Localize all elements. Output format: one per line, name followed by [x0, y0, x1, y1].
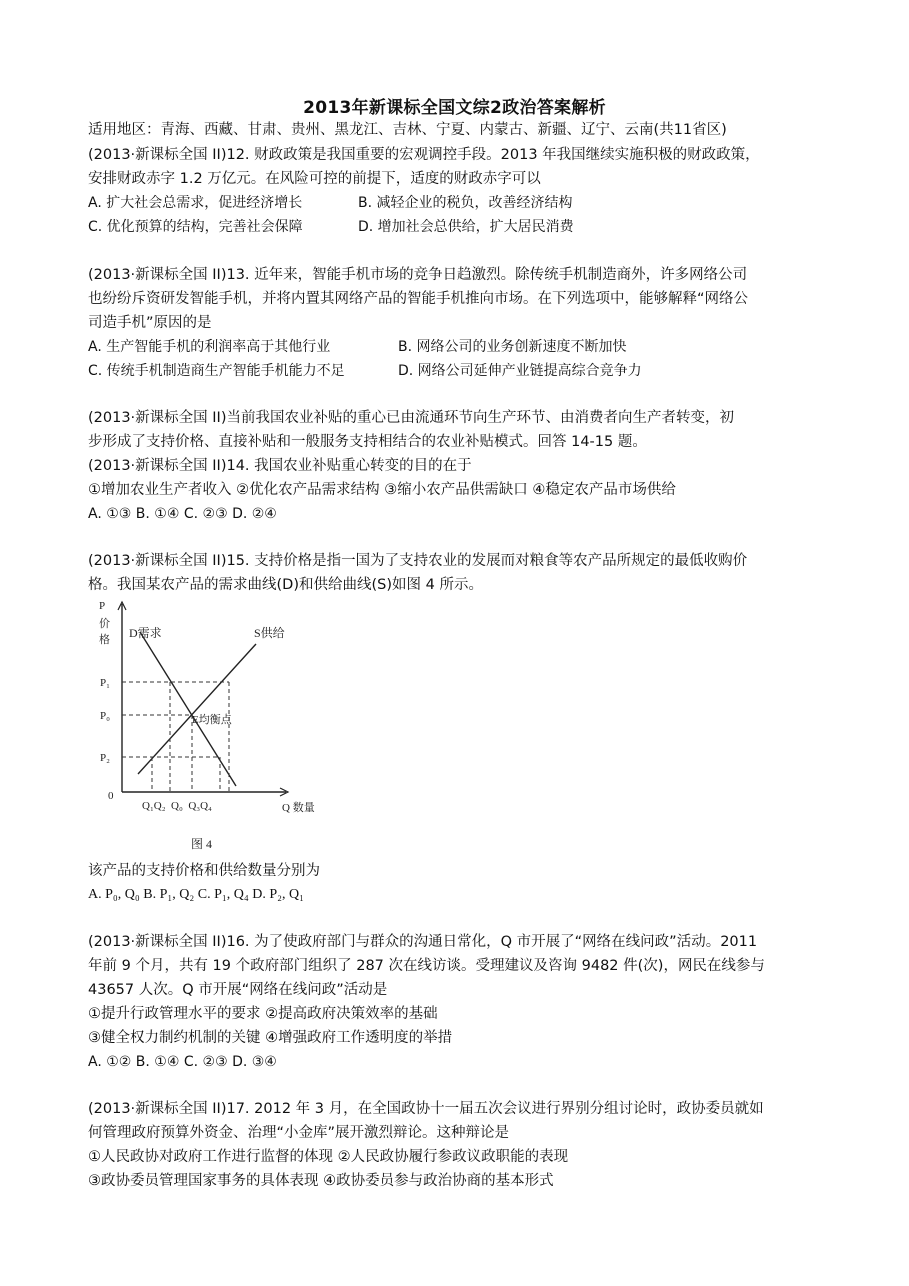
- q14-options: A. ①③ B. ①④ C. ②③ D. ②④: [88, 506, 277, 522]
- q17-stem-line1: (2013·新课标全国 II)17. 2012 年 3 月，在全国政协十一届五次会议进行界别分组讨论时，政协委员就如: [88, 1101, 764, 1117]
- q13-stem-line1: (2013·新课标全国 II)13. 近年来，智能手机市场的竞争日趋激烈。除传统手机制造商外，许多网络公司: [88, 267, 748, 283]
- q16-stem-line3: 43657 人次。Q 市开展“网络在线问政”活动是: [88, 982, 388, 998]
- intro-14-15-line2: 步形成了支持价格、直接补贴和一般服务支持相结合的农业补贴模式。回答 14-15 题。: [88, 434, 647, 450]
- q16-items-line2: ③健全权力制约机制的关键 ④增强政府工作透明度的举措: [88, 1030, 453, 1046]
- q12-option-d: D. 增加社会总供给，扩大居民消费: [358, 219, 574, 235]
- q13-option-a: A. 生产智能手机的利润率高于其他行业: [88, 339, 331, 355]
- supply-demand-figure: [96, 600, 336, 860]
- q12-stem-line2: 安排财政赤字 1.2 万亿元。在风险可控的前提下，适度的财政赤字可以: [88, 171, 541, 187]
- region-line: 适用地区：青海、西藏、甘肃、贵州、黑龙江、吉林、宁夏、内蒙古、新疆、辽宁、云南(共11省区): [88, 122, 727, 138]
- q13-option-d: D. 网络公司延伸产业链提高综合竞争力: [398, 363, 642, 379]
- q14-items: ①增加农业生产者收入 ②优化农产品需求结构 ③缩小农产品供需缺口 ④稳定农产品市场供给: [88, 482, 676, 498]
- origin-label: 0: [108, 790, 114, 802]
- q16-stem-line1: (2013·新课标全国 II)16. 为了使政府部门与群众的沟通日常化，Q 市开展了“网络在线问政”活动。2011: [88, 934, 758, 950]
- q15-question: 该产品的支持价格和供给数量分别为: [88, 863, 320, 879]
- equilibrium-label: E均衡点: [192, 714, 232, 726]
- q13-stem-line2: 也纷纷斥资研发智能手机，并将内置其网络产品的智能手机推向市场。在下列选项中，能够解释“网络公: [88, 291, 749, 307]
- q13-option-c: C. 传统手机制造商生产智能手机能力不足: [88, 363, 345, 379]
- page-title: 2013年新课标全国文综2政治答案解析: [303, 98, 606, 118]
- q17-items-line2: ③政协委员管理国家事务的具体表现 ④政协委员参与政治协商的基本形式: [88, 1173, 554, 1189]
- q12-stem-line1: (2013·新课标全国 II)12. 财政政策是我国重要的宏观调控手段。2013 年我国继续实施积极的财政政策，: [88, 147, 760, 163]
- demand-curve: [140, 632, 236, 786]
- y-axis-label-price-2: 格: [99, 634, 110, 646]
- demand-label: D需求: [129, 626, 162, 640]
- q12-option-a: A. 扩大社会总需求，促进经济增长: [88, 195, 303, 211]
- q13-option-b: B. 网络公司的业务创新速度不断加快: [398, 339, 627, 355]
- q13-stem-line3: 司造手机”原因的是: [88, 315, 212, 331]
- figure-caption: 图 4: [191, 837, 213, 851]
- supply-label: S供给: [254, 626, 285, 640]
- q14-stem: (2013·新课标全国 II)14. 我国农业补贴重心转变的目的在于: [88, 458, 472, 474]
- q15-stem-line1: (2013·新课标全国 II)15. 支持价格是指一国为了支持农业的发展而对粮食等农产品所规定的最低收购价: [88, 553, 748, 569]
- q-tick-labels: Q₁Q₂ Q₀ Q₃Q₄: [142, 800, 212, 812]
- y-axis-label-p: P: [99, 600, 106, 612]
- y-axis-label-price-1: 价: [99, 618, 110, 630]
- guide-lines: [122, 682, 229, 792]
- intro-14-15-line1: (2013·新课标全国 II)当前我国农业补贴的重心已由流通环节向生产环节、由消费者向生产者转变，初: [88, 410, 734, 426]
- x-axis-label: Q 数量: [282, 802, 315, 814]
- q17-stem-line2: 何管理政府预算外资金、治理“小金库”展开激烈辩论。这种辩论是: [88, 1125, 510, 1141]
- supply-curve: [138, 644, 256, 774]
- q12-option-c: C. 优化预算的结构，完善社会保障: [88, 219, 303, 235]
- q15-stem-line2: 格。我国某农产品的需求曲线(D)和供给曲线(S)如图 4 所示。: [88, 577, 483, 593]
- q16-options: A. ①② B. ①④ C. ②③ D. ③④: [88, 1054, 277, 1070]
- q16-items-line1: ①提升行政管理水平的要求 ②提高政府决策效率的基础: [88, 1006, 438, 1022]
- q16-stem-line2: 年前 9 个月，共有 19 个政府部门组织了 287 次在线访谈。受理建议及咨询 9482 件(次)，网民在线参与: [88, 958, 765, 974]
- p2-label: P₂: [100, 752, 110, 764]
- q12-option-b: B. 减轻企业的税负，改善经济结构: [358, 195, 573, 211]
- q15-options: A. P₀, Q₀ B. P₁, Q₂ C. P₁, Q₄ D. P₂, Q₁: [88, 887, 305, 902]
- q17-items-line1: ①人民政协对政府工作进行监督的体现 ②人民政协履行参政议政职能的表现: [88, 1149, 569, 1165]
- p1-label: P₁: [100, 677, 110, 689]
- p0-label: P₀: [100, 710, 110, 722]
